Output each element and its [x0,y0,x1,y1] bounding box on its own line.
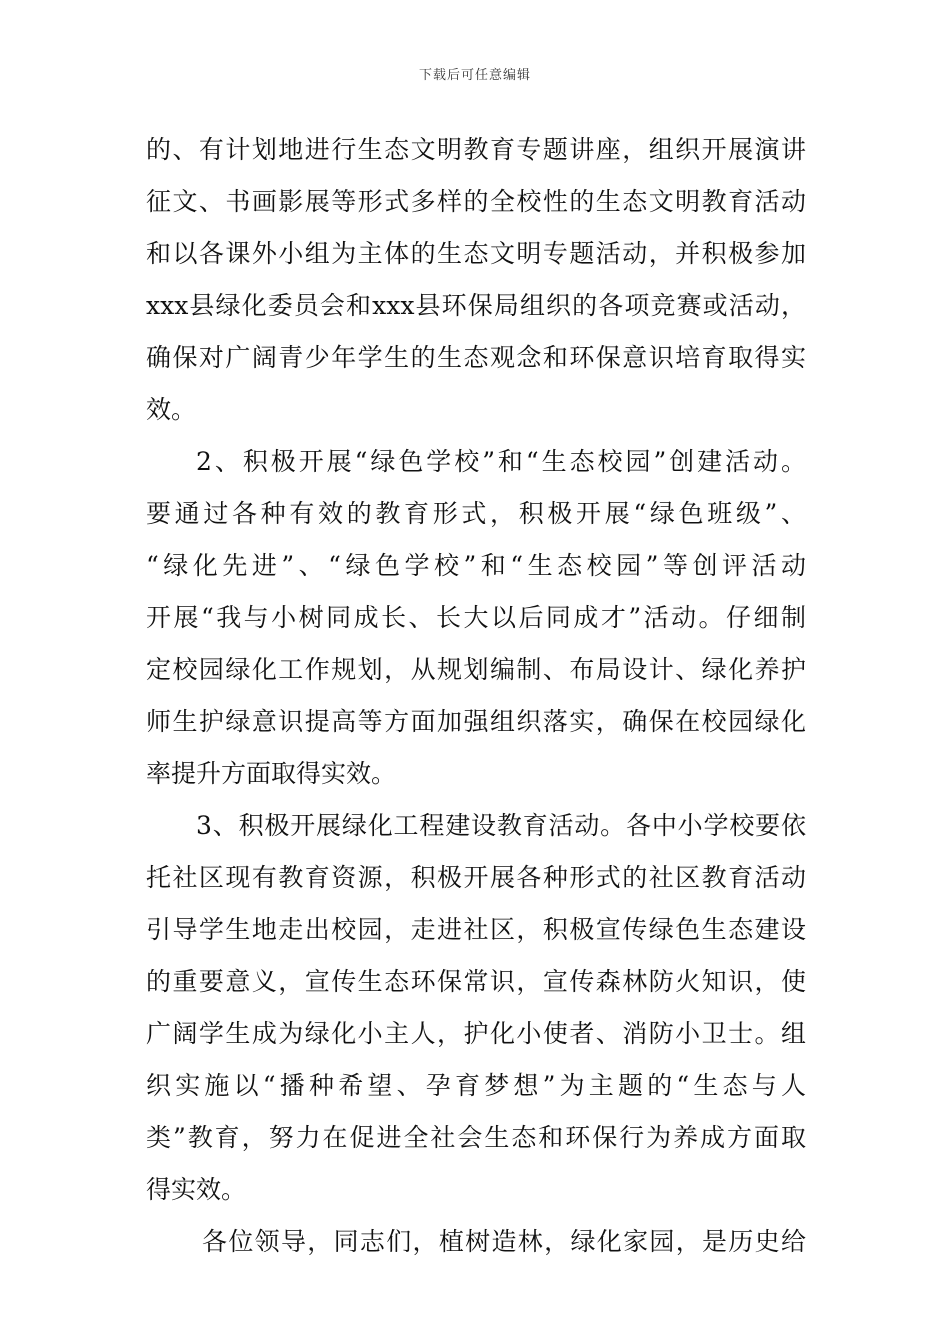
page-header: 下载后可任意编辑 [418,68,531,83]
paragraph-2-line-4: 开展“我与小树同成长、长大以后同成才”活动。仔细制 [146,603,806,632]
paragraph-3-line-7: 类”教育，努力在促进全社会生态和环保行为养成方面取 [146,1123,806,1152]
document-body [146,124,806,1268]
paragraph-3-line-3: 引导学生地走出校园，走进社区，积极宣传绿色生态建设 [146,915,806,944]
paragraph-1-line-6: 效。 [146,395,197,424]
paragraph-3-line-8: 得实效。 [146,1175,247,1204]
paragraph-3-line-4: 的重要意义，宣传生态环保常识，宣传森林防火知识，使 [146,967,806,996]
paragraph-2-line-5: 定校园绿化工作规划，从规划编制、布局设计、绿化养护 [146,655,806,684]
paragraph-2-line-7: 率提升方面取得实效。 [146,759,397,788]
paragraph-4-line-1: 各位领导，同志们，植树造林，绿化家园，是历史给 [202,1227,806,1256]
paragraph-2-line-3: “绿化先进”、“绿色学校”和“生态校园”等创评活动 [146,551,806,580]
paragraph-3-line-2: 托社区现有教育资源，积极开展各种形式的社区教育活动 [146,863,806,892]
paragraph-1-line-5: 确保对广阔青少年学生的生态观念和环保意识培育取得实 [146,343,806,372]
paragraph-2-line-1: 2、积极开展“绿色学校”和“生态校园”创建活动。 [196,447,806,476]
paragraph-1-line-4: xxx县绿化委员会和xxx县环保局组织的各项竞赛或活动， [146,291,806,320]
paragraph-1-line-2: 征文、书画影展等形式多样的全校性的生态文明教育活动 [146,187,806,216]
paragraph-3-line-1: 3、积极开展绿化工程建设教育活动。各中小学校要依 [196,811,806,840]
paragraph-2-line-6: 师生护绿意识提高等方面加强组织落实，确保在校园绿化 [146,707,806,736]
paragraph-1-line-1: 的、有计划地进行生态文明教育专题讲座，组织开展演讲 [146,135,806,164]
paragraph-1-line-3: 和以各课外小组为主体的生态文明专题活动，并积极参加 [146,239,806,268]
paragraph-3-line-5: 广阔学生成为绿化小主人，护化小使者、消防小卫士。组 [146,1019,806,1048]
paragraph-3-line-6: 织实施以“播种希望、孕育梦想”为主题的“生态与人 [146,1071,806,1100]
paragraph-2-line-2: 要通过各种有效的教育形式，积极开展“绿色班级”、 [146,499,806,528]
